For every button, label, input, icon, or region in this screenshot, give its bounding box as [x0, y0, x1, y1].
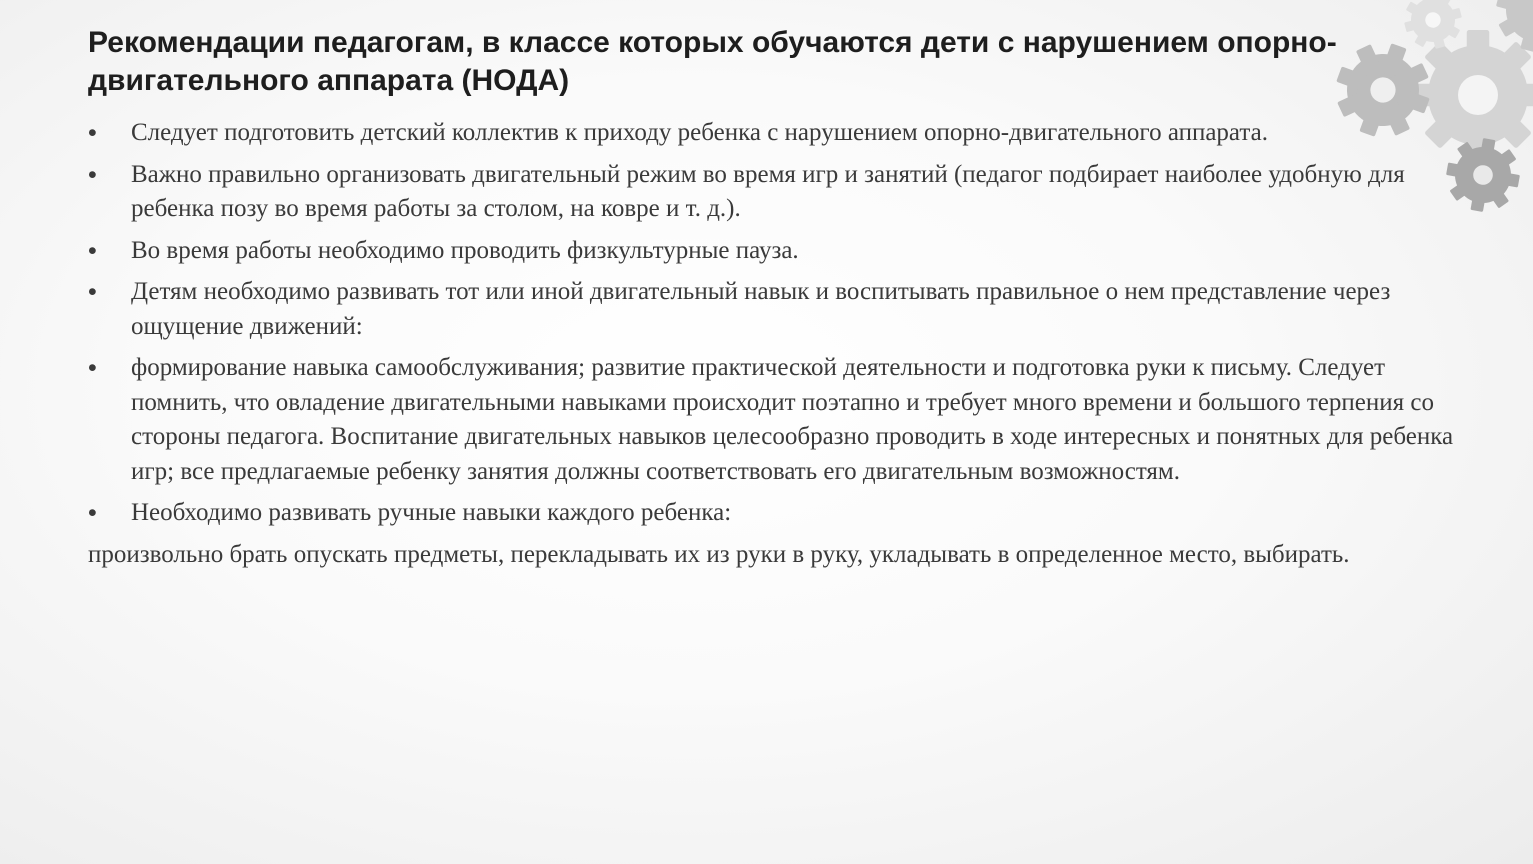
- bullet-mark: •: [88, 354, 97, 382]
- bullet-mark: •: [88, 278, 97, 306]
- list-item-text: Детям необходимо развивать тот или иной двигательный навык и воспитывать правильное о нем представление через ощущение движений:: [131, 278, 1391, 340]
- closing-paragraph: произвольно брать опускать предметы, перекладывать их из руки в руку, укладывать в определенное место, выбирать.: [88, 540, 1350, 568]
- list-item: [88, 275, 1458, 344]
- list-item: [88, 116, 1458, 151]
- list-item-text: Важно правильно организовать двигательный режим во время игр и занятий (педагог подбирает наиболее удобную для ребенка позу во время работы за столом, на ковре и т. д.).: [131, 160, 1405, 222]
- list-item: [88, 158, 1458, 227]
- slide-title: Рекомендации педагогам, в классе которых обучаются дети с нарушением опорно-двигательного аппарата (НОДА): [88, 26, 1337, 97]
- list-item-text: Следует подготовить детский коллектив к приходу ребенка с нарушением опорно-двигательного аппарата.: [131, 119, 1268, 146]
- list-item: [88, 496, 1458, 531]
- bullet-mark: •: [88, 160, 97, 189]
- bullet-mark: •: [88, 236, 97, 265]
- list-item: [88, 351, 1458, 489]
- bullet-mark: •: [88, 499, 97, 527]
- list-item: [88, 234, 1458, 269]
- list-item-text: Необходимо развивать ручные навыки каждого ребенка:: [131, 499, 732, 526]
- list-item-text: формирование навыка самообслуживания; развитие практической деятельности и подготовка руки к письму. Следует помнить, что овладение двигательными навыками происходит поэтапно и требует много времени и большого терпения со стороны педагога. Воспитание двигательных навыков целесообразно проводить в ходе интересных и понятных для ребенка игр; все предлагаемые ребенку занятия должны соответствовать его двигательным возможностям.: [131, 354, 1454, 485]
- slide-body: [88, 116, 1458, 572]
- bullet-mark: •: [88, 119, 97, 147]
- bullet-list: [88, 116, 1458, 531]
- list-item-text: Во время работы необходимо проводить физкультурные пауза.: [131, 236, 799, 264]
